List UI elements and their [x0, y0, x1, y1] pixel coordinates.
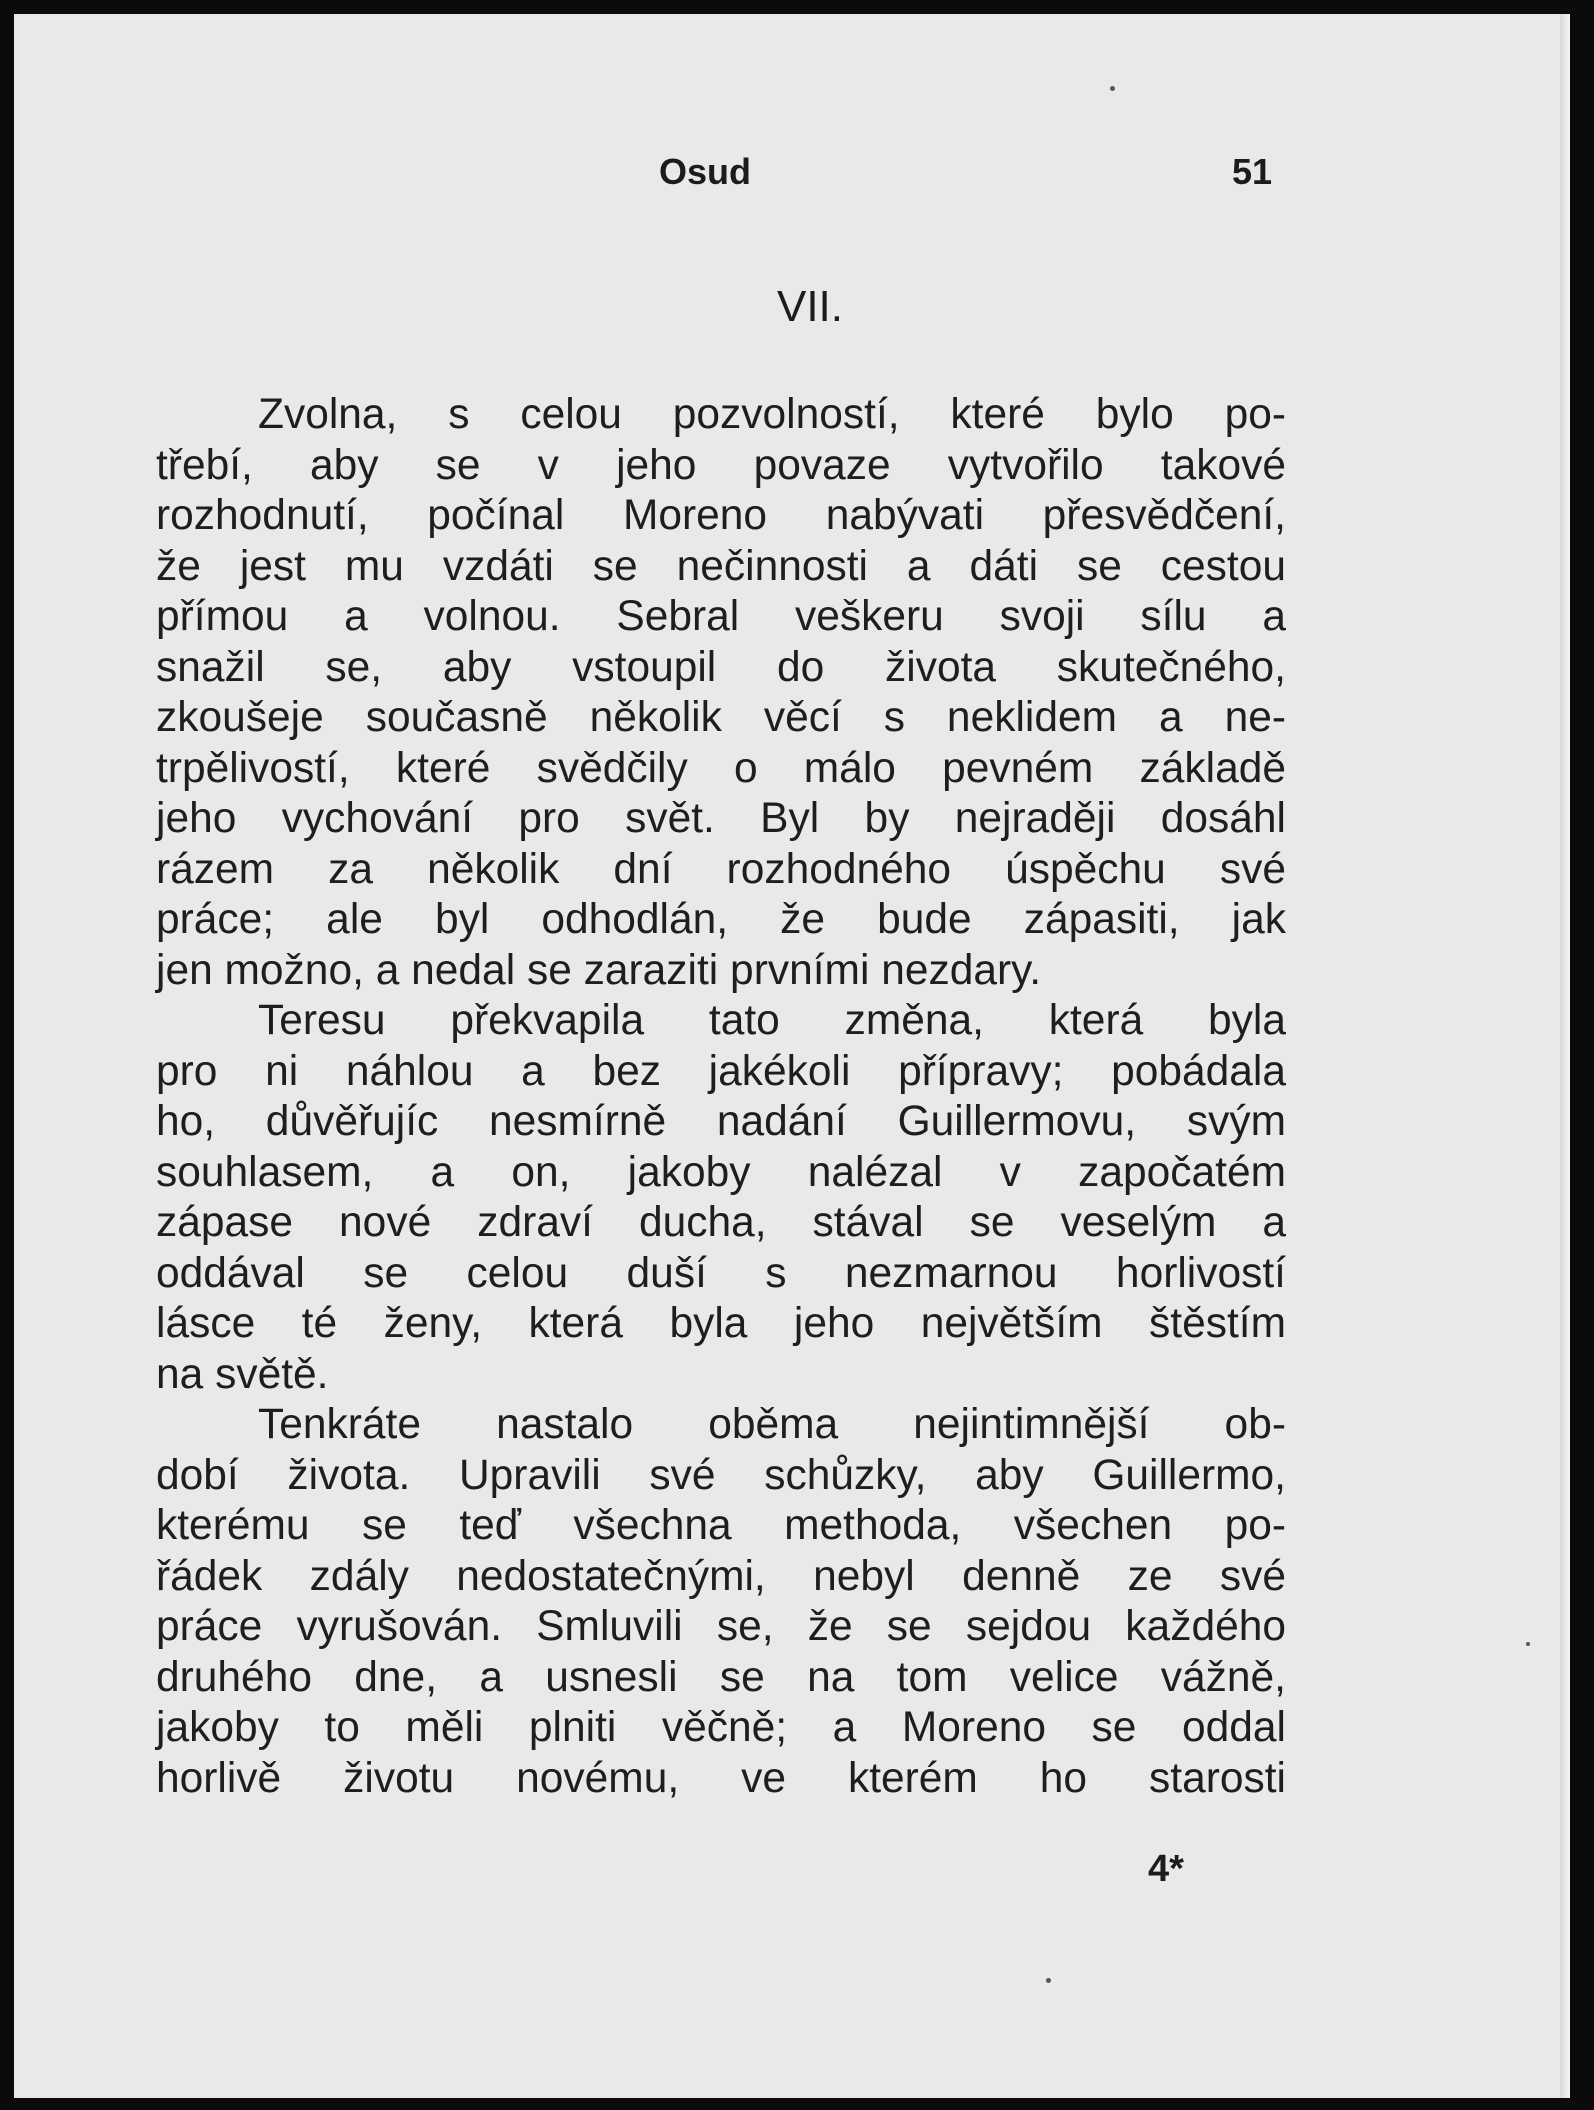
- chapter-heading: VII.: [776, 282, 844, 331]
- text-line: řádek zdály nedostatečnými, nebyl denně ze své: [156, 1552, 1286, 1600]
- running-header: [14, 151, 1570, 211]
- text-line: Tenkráte nastalo oběma nejintimnější ob-: [258, 1401, 1286, 1448]
- text-line: druhého dne, a usnesli se na tom velice vážně,: [156, 1653, 1286, 1701]
- text-line: Teresu překvapila tato změna, která byla: [258, 997, 1286, 1044]
- page-number: 51: [1232, 151, 1273, 192]
- text-line: rozhodnutí, počínal Moreno nabývati přesvědčení,: [156, 492, 1286, 539]
- dust-speck: [1110, 86, 1115, 91]
- paragraph-2: [156, 996, 1286, 1400]
- text-line: jeho vychování pro svět. Byl by nejraději dosáhl: [156, 795, 1286, 842]
- text-line: že jest mu vzdáti se nečinnosti a dáti se cestou: [156, 542, 1286, 590]
- text-line: pro ni náhlou a bez jakékoli přípravy; pobádala: [156, 1047, 1286, 1095]
- dust-speck: [1526, 1642, 1530, 1646]
- book-page: [14, 14, 1570, 2098]
- paragraph-1: [156, 390, 1286, 996]
- text-line: souhlasem, a on, jakoby nalézal v započatém: [156, 1148, 1286, 1196]
- text-line: zápase nové zdraví ducha, stával se veselým a: [156, 1199, 1286, 1246]
- text-line: kterému se teď všechna methoda, všechen po-: [156, 1502, 1286, 1549]
- text-line: zkoušeje současně několik věcí s neklidem a ne-: [156, 694, 1286, 741]
- text-line: lásce té ženy, která byla jeho největším štěstím: [156, 1300, 1286, 1347]
- text-line: dobí života. Upravili své schůzky, aby Guillermo,: [156, 1451, 1286, 1499]
- text-line: horlivě životu novému, ve kterém ho starosti: [156, 1754, 1286, 1802]
- text-line: Zvolna, s celou pozvolností, které bylo po-: [258, 391, 1286, 438]
- text-line: trpělivostí, které svědčily o málo pevném základě: [156, 744, 1286, 792]
- running-title: Osud: [659, 151, 752, 192]
- text-line: práce vyrušován. Smluvili se, že se sejdou každého: [156, 1603, 1286, 1650]
- text-line: snažil se, aby vstoupil do života skutečného,: [156, 643, 1286, 691]
- text-line: práce; ale byl odhodlán, že bude zápasiti, jak: [156, 896, 1286, 943]
- paragraph-3: [156, 1400, 1286, 1804]
- text-line: oddával se celou duší s nezmarnou horlivostí: [156, 1249, 1286, 1297]
- text-line: rázem za několik dní rozhodného úspěchu své: [156, 845, 1286, 893]
- text-line: na světě.: [156, 1350, 329, 1398]
- text-line: přímou a volnou. Sebral veškeru svoji sílu a: [156, 593, 1286, 640]
- text-line: třebí, aby se v jeho povaze vytvořilo takové: [156, 441, 1286, 489]
- text-line: jakoby to měli plniti věčně; a Moreno se oddal: [156, 1704, 1286, 1751]
- text-line: ho, důvěřujíc nesmírně nadání Guillermovu, svým: [156, 1098, 1286, 1145]
- dust-speck: [1046, 1978, 1051, 1983]
- signature-mark: 4*: [1148, 1848, 1184, 1890]
- body-text: [156, 390, 1286, 1804]
- text-line: jen možno, a nedal se zaraziti prvními nezdary.: [156, 946, 1042, 994]
